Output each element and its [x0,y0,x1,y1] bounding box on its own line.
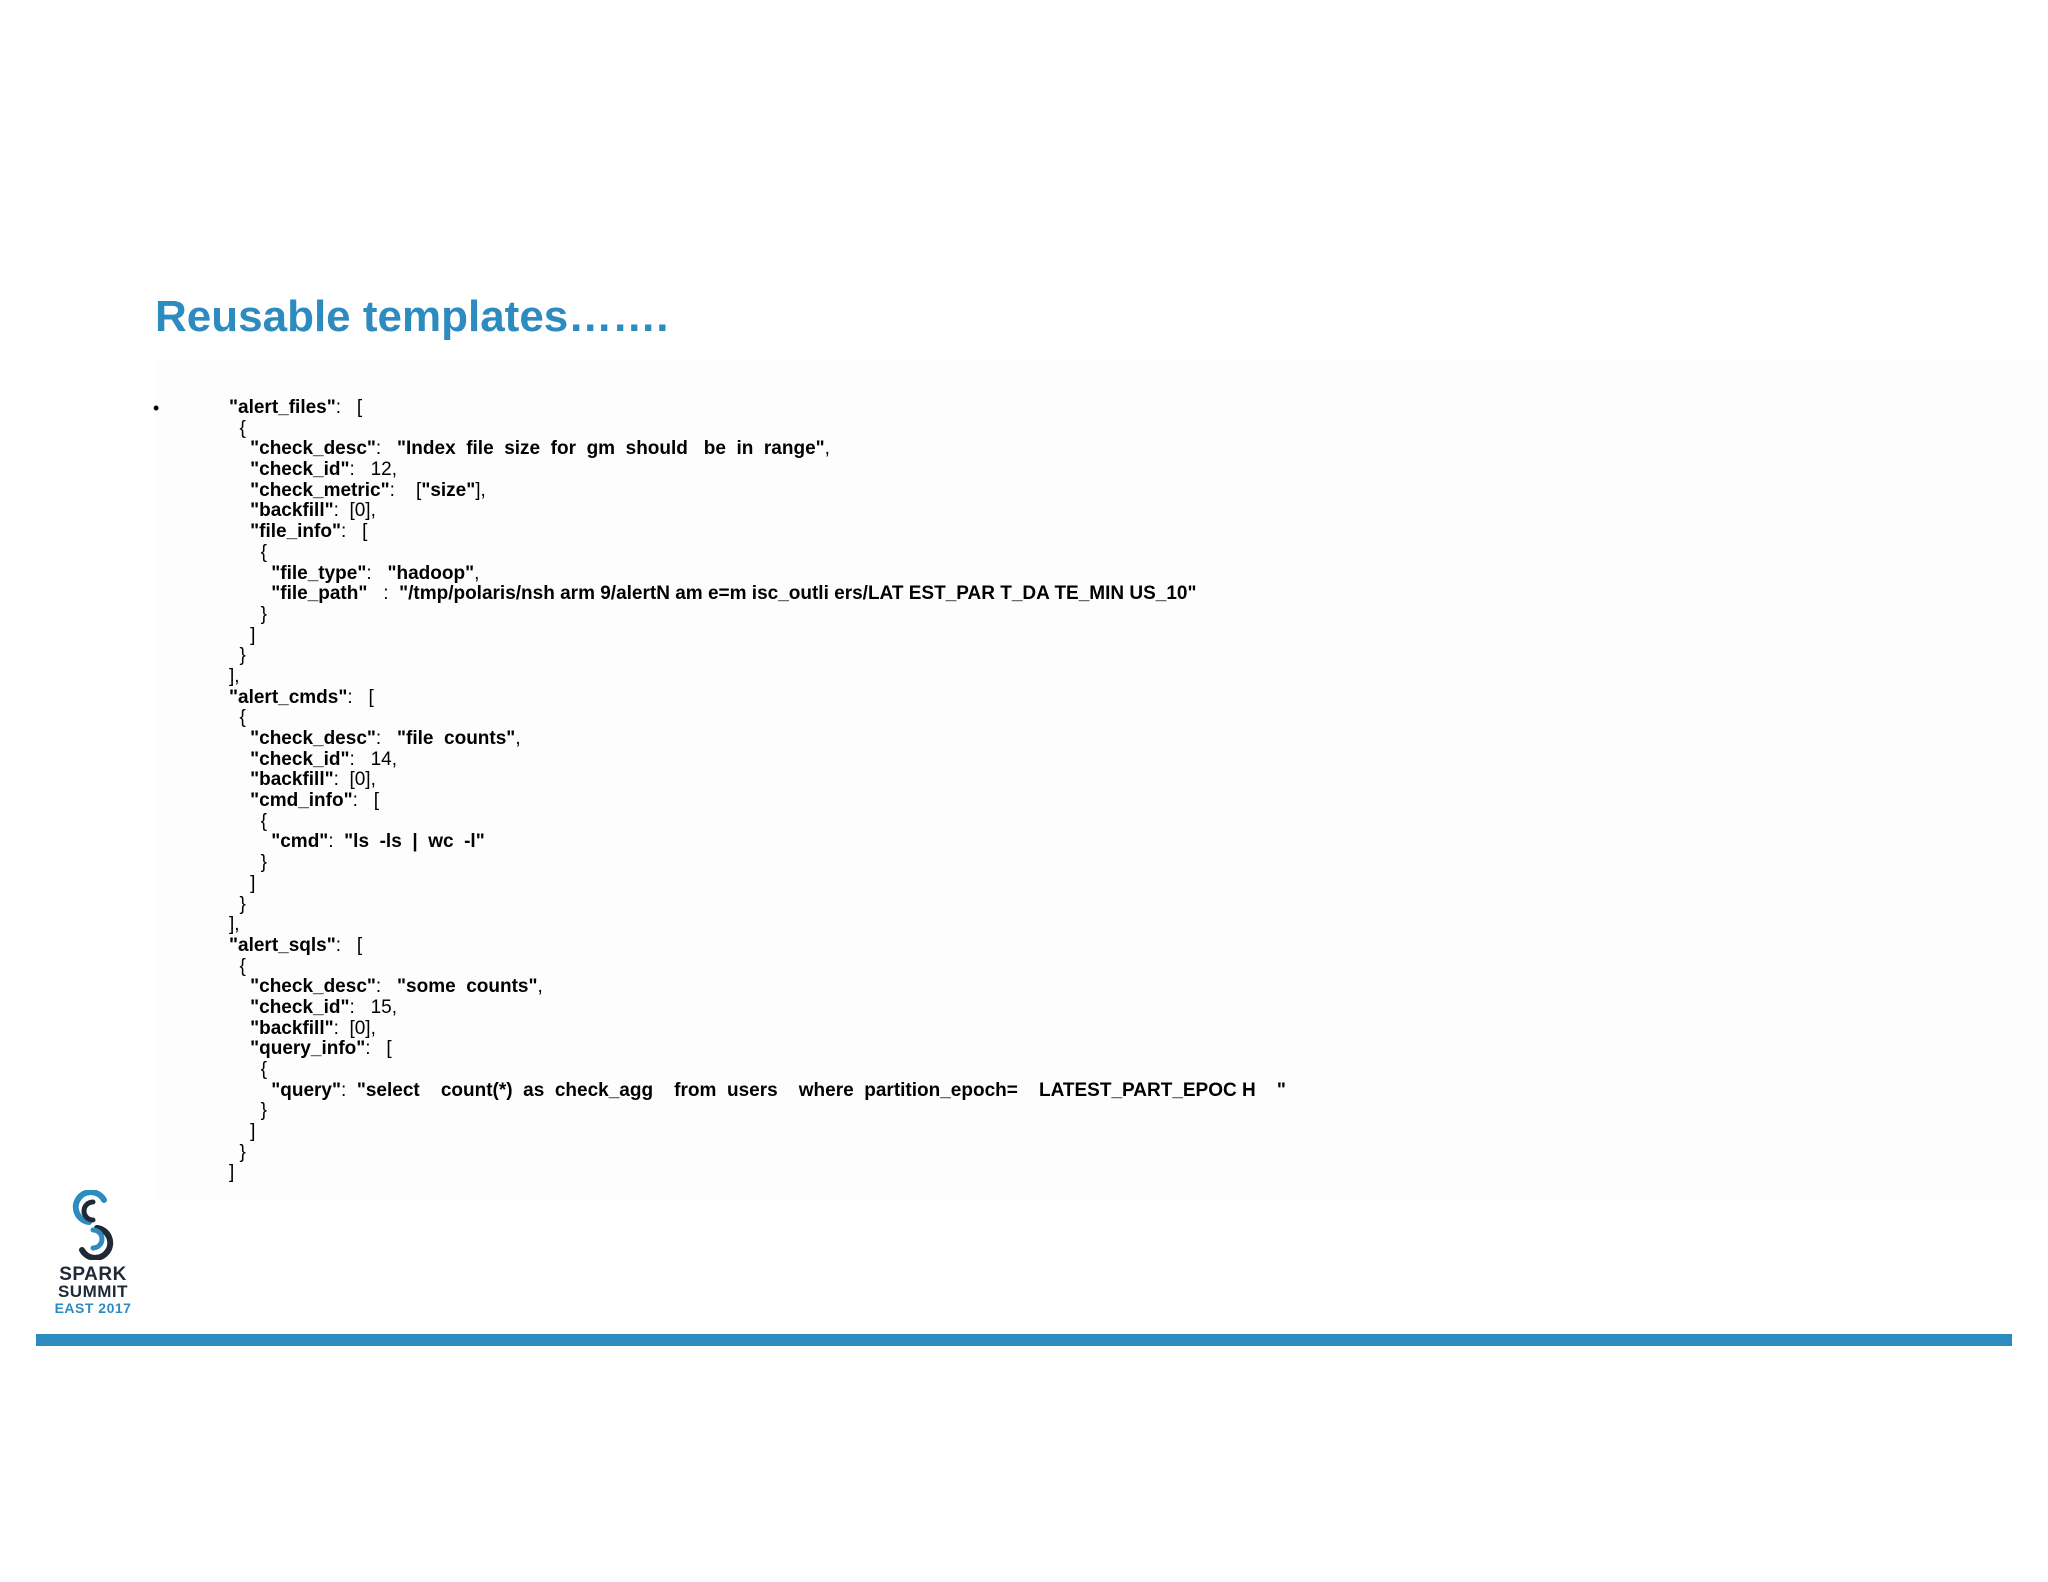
code-token: { [229,955,246,977]
code-token: } [229,645,246,667]
code-token: } [229,852,268,874]
code-token-bold: "check_desc" [250,728,376,749]
code-line [229,1143,1286,1164]
code-token [229,480,250,501]
code-token-bold: "Index file size for gm should be in range" [397,438,825,460]
code-token: : [367,583,400,605]
code-token: : 12, [349,459,397,481]
code-token: , [537,976,543,998]
code-line [229,832,1286,853]
code-token-bold: "check_id" [250,996,350,1018]
code-line [229,812,1286,833]
logo-text-event: EAST 2017 [54,1300,132,1316]
code-line [229,791,1286,812]
code-line [229,439,1286,460]
code-token [229,831,271,852]
code-line [229,564,1286,585]
code-token: ], [229,914,240,936]
code-token: : [375,976,398,998]
code-token [229,1038,250,1059]
code-token: { [229,417,246,439]
bullet-marker: • [153,398,160,418]
code-line [229,1163,1286,1184]
code-token: : 15, [349,996,397,1018]
code-line [229,729,1286,750]
logo-text-spark: SPARK [59,1264,127,1285]
code-token-bold: "check_desc" [250,438,376,460]
code-token: , [474,562,480,584]
code-token: : [ [340,521,368,543]
code-line [229,957,1286,978]
code-token-bold: "select count(*) as check_agg from users where partition_epoch= LATEST_PART_EPOC H " [356,1079,1286,1101]
code-token-bold: "query" [271,1079,341,1101]
code-token-bold: "check_id" [250,748,350,770]
code-line [229,398,1286,419]
code-token-bold: "backfill" [250,769,334,791]
code-token-bold: "query_info" [250,1038,366,1060]
code-line [229,998,1286,1019]
code-token: ], [475,479,486,501]
code-token [229,790,250,811]
code-token-bold: "size" [421,479,476,501]
code-token: : [328,831,345,853]
code-token: { [229,810,268,832]
code-token: ] [229,1162,235,1184]
code-token-bold: "file_path" [271,583,368,605]
code-token [229,997,250,1018]
code-line [229,522,1286,543]
spark-summit-swirl-icon [68,1190,118,1260]
code-token-bold: "check_metric" [250,479,390,501]
code-token-bold: "some counts" [397,976,538,998]
code-token: { [229,541,268,563]
json-code-block [229,398,1286,1184]
code-token: : 14, [349,748,397,770]
code-token: ] [229,1121,256,1143]
code-token: , [515,728,521,749]
slide-title: Reusable templates……. [155,292,669,341]
code-line [229,895,1286,916]
code-token-bold: "file counts" [397,728,516,749]
code-line [229,419,1286,440]
code-line [229,481,1286,502]
code-token-bold: "alert_cmds" [229,686,348,708]
code-token [229,1080,271,1101]
code-token-bold: "file_info" [250,521,341,543]
code-line [229,977,1286,998]
code-token-bold: "/tmp/polaris/nsh arm 9/alertN am e=m isc_outli ers/LAT EST_PAR T_DA TE_MIN US_10" [399,583,1197,605]
spark-summit-logo [52,1190,134,1317]
code-line [229,874,1286,895]
code-line [229,1081,1286,1102]
code-line [229,1039,1286,1060]
code-token-bold: "hadoop" [387,562,475,584]
code-line [229,646,1286,667]
code-token: } [229,603,268,625]
code-line [229,1101,1286,1122]
code-line [229,460,1286,481]
code-token: : [375,438,398,460]
code-token: : [0], [333,1017,376,1039]
code-line [229,1019,1286,1040]
code-token-bold: "check_id" [250,459,350,481]
code-token [229,976,250,997]
code-token [229,583,271,604]
code-token: : [366,562,388,584]
code-token: : [ [335,397,363,418]
code-token-bold: "cmd_info" [250,790,353,812]
code-token-bold: "backfill" [250,1017,334,1039]
code-token [229,769,250,790]
code-token-bold: "alert_sqls" [229,934,336,956]
code-token: : [ [347,686,374,708]
code-token-bold: "ls -ls | wc -l" [344,831,485,853]
code-token: , [824,438,830,460]
code-token-bold: "alert_files" [229,397,336,418]
code-token [229,1018,250,1039]
code-token-bold: "check_desc" [250,976,376,998]
code-token: : [375,728,398,749]
code-token: ], [229,665,240,687]
code-line [229,853,1286,874]
code-line [229,584,1286,605]
code-token: } [229,893,246,915]
code-line [229,667,1286,688]
code-token: : [0], [333,500,376,522]
code-line [229,543,1286,564]
code-token-bold: "cmd" [271,831,329,853]
code-line [229,750,1286,771]
code-line [229,708,1286,729]
code-token-bold: "file_type" [271,562,367,584]
code-line [229,605,1286,626]
code-line [229,936,1286,957]
code-line [229,770,1286,791]
code-token [229,459,250,480]
code-token [229,728,250,749]
code-token: : [ [352,790,379,812]
code-line [229,1060,1286,1081]
code-token-bold: "backfill" [250,500,334,522]
code-token [229,521,250,542]
code-token: ] [229,872,256,894]
code-line [229,915,1286,936]
code-token: : [341,1079,357,1101]
footer-accent-bar [36,1334,2012,1346]
code-token: { [229,1059,268,1080]
code-token: ] [229,624,256,646]
code-token: } [229,1141,246,1163]
code-token: { [229,707,246,729]
code-token: : [0], [333,769,376,791]
code-token: } [229,1100,268,1122]
code-token [229,500,250,521]
code-token: : [ [389,479,422,501]
code-line [229,688,1286,709]
logo-text-summit: SUMMIT [57,1282,129,1301]
code-token: : [ [335,934,363,956]
code-line [229,626,1286,647]
code-token [229,563,271,584]
code-token [229,749,250,770]
code-line [229,1122,1286,1143]
code-token [229,438,250,459]
code-token: : [ [365,1038,392,1060]
code-line [229,501,1286,522]
